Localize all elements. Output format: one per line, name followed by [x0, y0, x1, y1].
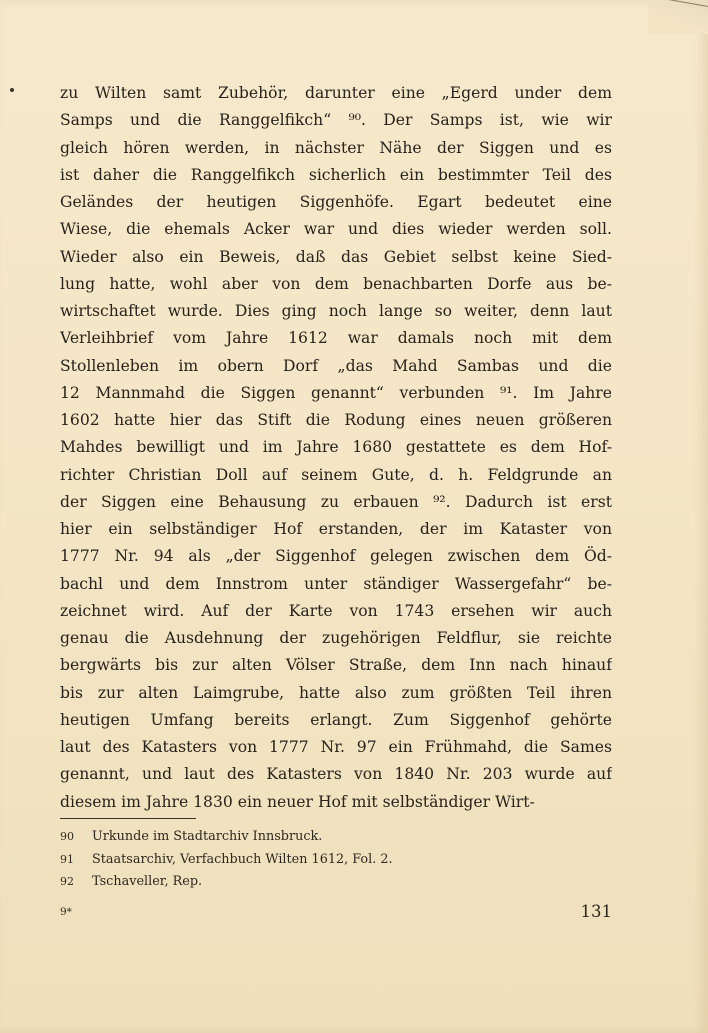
- text-line: Wieder also ein Beweis, daß das Gebiet selbst keine Sied-: [60, 247, 612, 266]
- footnote-number: 92: [60, 875, 74, 888]
- footnote: [60, 871, 612, 894]
- text-line: genau die Ausdehnung der zugehörigen Feldflur, sie reichte: [60, 629, 612, 647]
- page-number: 131: [580, 902, 612, 921]
- text-line: lung hatte, wohl aber von dem benachbarten Dorfe aus be-: [60, 274, 612, 293]
- text-line: zu Wilten samt Zubehör, darunter eine „Egerd under dem: [60, 84, 612, 102]
- text-line: zeichnet wird. Auf der Karte von 1743 ersehen wir auch: [60, 601, 612, 620]
- body-text: [60, 80, 612, 816]
- signature-mark: 9*: [60, 906, 72, 918]
- text-line: bachl und dem Innstrom unter ständiger Wassergefahr“ be-: [60, 574, 612, 593]
- text-line: bis zur alten Laimgrube, hatte also zum größten Teil ihren: [60, 683, 612, 702]
- text-line: Stollenleben im obern Dorf „das Mahd Sambas und die: [60, 356, 612, 375]
- text-line: bergwärts bis zur alten Völser Straße, dem Inn nach hinauf: [60, 656, 612, 675]
- footnote-number: 90: [60, 830, 74, 843]
- footnote-text: Staatsarchiv, Verfachbuch Wilten 1612, Fol. 2.: [92, 851, 393, 867]
- footnote: [60, 849, 612, 872]
- text-line: hier ein selbständiger Hof erstanden, der im Kataster von: [60, 520, 612, 538]
- text-line: Samps und die Ranggelfikch“ ⁹⁰. Der Samps ist, wie wir: [60, 111, 612, 130]
- footnote-text: Urkunde im Stadtarchiv Innsbruck.: [92, 829, 323, 844]
- footnote-number: 91: [60, 852, 74, 866]
- footnotes: [60, 826, 612, 894]
- text-line: 12 Mannmahd die Siggen genannt“ verbunden ⁹¹. Im Jahre: [60, 383, 612, 402]
- text-line: heutigen Umfang bereits erlangt. Zum Siggenhof gehörte: [60, 710, 612, 729]
- text-line: Geländes der heutigen Siggenhöfe. Egart bedeutet eine: [60, 193, 612, 211]
- text-line: 1602 hatte hier das Stift die Rodung eines neuen größeren: [60, 411, 612, 429]
- text-line: gleich hören werden, in nächster Nähe der Siggen und es: [60, 138, 612, 157]
- text-line: 1777 Nr. 94 als „der Siggenhof gelegen zwischen dem Öd-: [60, 547, 612, 566]
- text-line: Wiese, die ehemals Acker war und dies wieder werden soll.: [60, 220, 612, 239]
- footnote: [60, 826, 612, 849]
- text-line: richter Christian Doll auf seinem Gute, d. h. Feldgrunde an: [60, 465, 612, 484]
- text-line: Verleihbrief vom Jahre 1612 war damals noch mit dem: [60, 329, 612, 348]
- text-line: genannt, und laut des Katasters von 1840 Nr. 203 wurde auf: [60, 765, 612, 784]
- text-line: wirtschaftet wurde. Dies ging noch lange so weiter, denn laut: [60, 302, 612, 320]
- text-line: Mahdes bewilligt und im Jahre 1680 gestattete es dem Hof-: [60, 438, 612, 457]
- text-line: ist daher die Ranggelfikch sicherlich ein bestimmter Teil des: [60, 165, 612, 184]
- text-line: diesem im Jahre 1830 ein neuer Hof mit selbständiger Wirt-: [60, 792, 535, 811]
- footnote-text: Tschaveller, Rep.: [92, 874, 203, 889]
- footnote-rule: [60, 818, 196, 819]
- text-line: laut des Katasters von 1777 Nr. 97 ein Frühmahd, die Sames: [60, 738, 612, 756]
- margin-mark: [10, 88, 14, 92]
- text-line: der Siggen eine Behausung zu erbauen ⁹². Dadurch ist erst: [60, 492, 612, 511]
